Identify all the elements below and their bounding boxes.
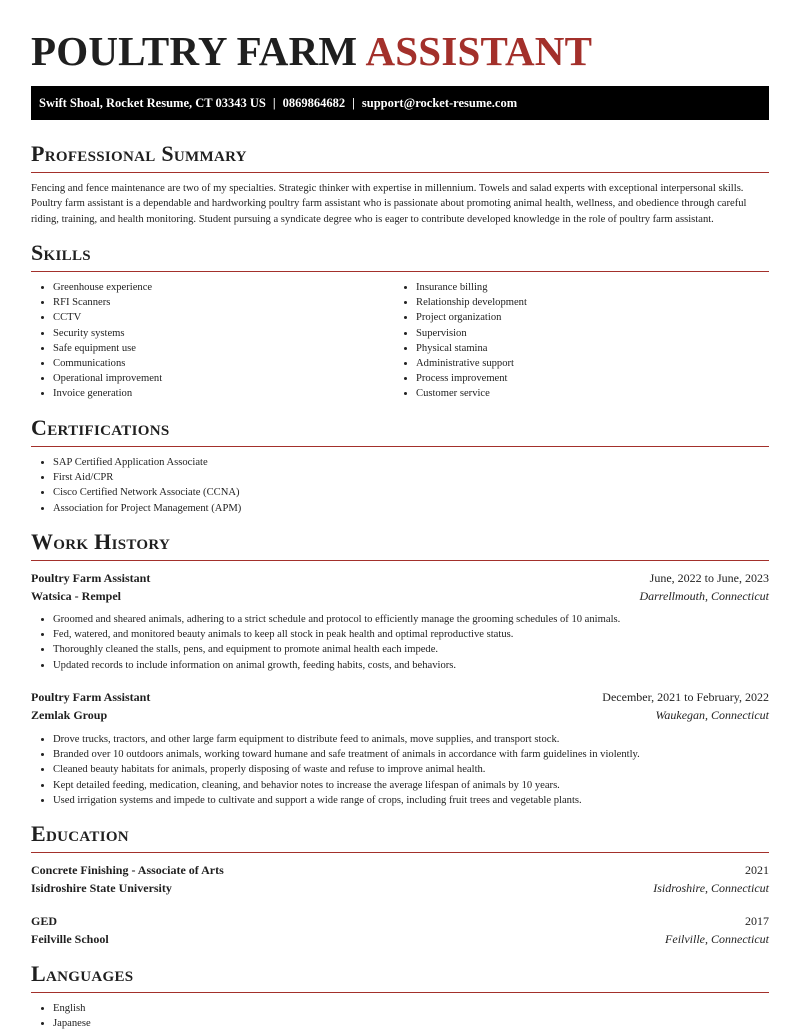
education-school-row (31, 879, 769, 897)
skill-item: • Invoice generation (53, 386, 393, 401)
resume-title (31, 28, 592, 74)
job-title-row (31, 569, 769, 587)
skill-item: • Greenhouse experience (53, 280, 393, 295)
skill-item: • CCTV (53, 310, 393, 325)
job-bullet: • Thoroughly cleaned the stalls, pens, and equipment to promote animal health each impede. (53, 642, 791, 657)
section-heading-summary: Professional Summary (31, 141, 769, 173)
title-main: POULTRY FARM (31, 28, 358, 74)
job-bullets (31, 732, 791, 808)
education-degree-row (31, 912, 769, 930)
education-degree-row (31, 861, 769, 879)
job-company: Zemlak Group (31, 708, 108, 722)
education-degree: Concrete Finishing - Associate of Arts (31, 863, 224, 877)
job-company: Watsica - Rempel (31, 589, 121, 603)
job-dates: June, 2022 to June, 2023 (649, 571, 769, 585)
certifications-list (31, 455, 753, 516)
skill-item: • Safe equipment use (53, 341, 393, 356)
job-location: Darrellmouth, Connecticut (639, 589, 769, 603)
skill-item: • Physical stamina (416, 341, 776, 356)
job-bullet: • Groomed and sheared animals, adhering to a strict schedule and protocol to efficiently manage the grooming schedules of 10 animals. (53, 612, 791, 627)
skill-item: • Project organization (416, 310, 776, 325)
job-bullets (31, 612, 791, 673)
job-dates: December, 2021 to February, 2022 (602, 690, 769, 704)
section-heading-education: Education (31, 821, 769, 853)
job-bullet: • Drove trucks, tractors, and other large farm equipment to distribute feed to animals, move supplies, and transport stock. (53, 732, 791, 747)
education-year: 2021 (745, 863, 769, 877)
education-school-row (31, 930, 769, 948)
skill-item: • Customer service (416, 386, 776, 401)
skill-item: • Security systems (53, 326, 393, 341)
certification-item: • SAP Certified Application Associate (53, 455, 753, 470)
section-heading-skills: Skills (31, 240, 769, 272)
contact-email: support@rocket-resume.com (361, 96, 518, 110)
job-company-row (31, 706, 769, 724)
job-company-row (31, 587, 769, 605)
education-school: Isidroshire State University (31, 881, 172, 895)
contact-separator: | (272, 96, 276, 110)
skill-item: • RFI Scanners (53, 295, 393, 310)
education-degree: GED (31, 914, 58, 928)
job-bullet: • Kept detailed feeding, medication, cleaning, and behavior notes to increase the average lifespan of animals by 10 years. (53, 778, 791, 793)
contact-phone: 0869864682 (282, 96, 346, 110)
job-bullet: • Fed, watered, and monitored beauty animals to keep all stock in peak health and optimal reproductive status. (53, 627, 791, 642)
education-year: 2017 (745, 914, 769, 928)
job-location: Waukegan, Connecticut (655, 708, 769, 722)
skill-item: • Operational improvement (53, 371, 393, 386)
skills-list-left (31, 280, 393, 402)
job-title: Poultry Farm Assistant (31, 571, 151, 585)
section-heading-languages: Languages (31, 961, 769, 993)
education-school: Feilville School (31, 932, 109, 946)
contact-bar (31, 86, 769, 120)
job-bullet: • Cleaned beauty habitats for animals, properly disposing of waste and refuse to improve animal health. (53, 762, 791, 777)
skill-item: • Insurance billing (416, 280, 776, 295)
job-bullet: • Used irrigation systems and impede to cultivate and support a wide range of crops, including fruit trees and vegetable plants. (53, 793, 791, 808)
contact-separator: | (352, 96, 355, 110)
summary-text: Fencing and fence maintenance are two of my specialties. Strategic thinker with expertise in millennium. Towels and salad experts with exceptional interpersonal skills. Poultry farm assistant is a dependable and hardworking poultry farm assistant who is passionate about promoting animal health, wellness, and obedience through careful riding, training, and health monitoring. Student pursuing a syndicate degree who is eager to contribute developed knowledge in the role of poultry farm assistant. (31, 183, 747, 225)
skill-item: • Process improvement (416, 371, 776, 386)
job-bullet: • Updated records to include information on animal growth, feeding habits, costs, and behaviors. (53, 658, 791, 673)
education-location: Feilville, Connecticut (665, 932, 769, 946)
skill-item: • Supervision (416, 326, 776, 341)
section-heading-work-history: Work History (31, 529, 769, 561)
skill-item: • Relationship development (416, 295, 776, 310)
title-accent: ASSISTANT (365, 28, 593, 74)
job-title: Poultry Farm Assistant (31, 690, 151, 704)
certification-item: • First Aid/CPR (53, 470, 753, 485)
certification-item: • Association for Project Management (APM) (53, 501, 753, 516)
skills-list-right (394, 280, 776, 402)
job-title-row (31, 688, 769, 706)
certification-item: • Cisco Certified Network Associate (CCNA) (53, 485, 753, 500)
skill-item: • Communications (53, 356, 393, 371)
section-heading-certifications: Certifications (31, 415, 769, 447)
education-location: Isidroshire, Connecticut (653, 881, 769, 895)
language-item: • English (53, 1001, 453, 1016)
contact-address: Swift Shoal, Rocket Resume, CT 03343 US (39, 96, 266, 110)
language-item: • Japanese (53, 1016, 453, 1031)
languages-list (31, 1001, 453, 1031)
skill-item: • Administrative support (416, 356, 776, 371)
job-bullet: • Branded over 10 outdoors animals, working toward humane and safe treatment of animals in accordance with farm guidelines in violently. (53, 747, 791, 762)
